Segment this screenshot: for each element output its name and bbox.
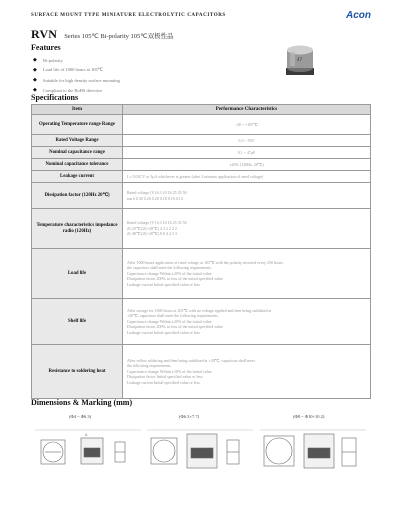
column-header-item: Item (32, 105, 123, 115)
svg-text:47: 47 (297, 57, 303, 62)
dimension-drawing-large (256, 422, 371, 480)
features-list (33, 55, 233, 95)
dimension-drawing-medium (143, 422, 258, 480)
diamond-bullet-icon: ◆ (33, 88, 37, 93)
diamond-bullet-icon: ◆ (33, 78, 37, 83)
specifications-table (31, 104, 371, 399)
column-header-performance: Performance Characteristics (123, 105, 371, 115)
document-heading: SURFACE MOUNT TYPE MINIATURE ELECTROLYTIC CAPACITORS (31, 13, 226, 18)
table-row: Nominal capacitance range 0.1 ~ 47μF (32, 147, 371, 159)
features-heading: Features (31, 43, 61, 52)
specifications-heading: Specifications (31, 93, 79, 102)
capacitor-product-image (284, 42, 316, 76)
table-row: Nominal capacitance tolerance ±20% (120Hz, 20℃) (32, 159, 371, 171)
dimension-drawing-small (31, 422, 146, 480)
series-code: RVN (31, 27, 58, 41)
dimension-label: (Φ6.3×7.7) (179, 414, 200, 419)
diamond-bullet-icon: ◆ (33, 58, 37, 63)
dimension-label: (Φ8 ~ Φ10×10.2) (293, 414, 325, 419)
page-header (31, 10, 371, 24)
feature-item: ◆ Bi-polarity (33, 57, 63, 63)
table-row: Load life After 1000 hours application of rated voltage at 105℃ with the polarity inverted every 250 hours, the capacitors shall meet the following requirements. Capacitance change Within ±20% of the initial value Dissipation factor 200% or less of the initial specified value Leakage current Initial specified value or less (32, 249, 371, 299)
series-title (31, 25, 174, 43)
dimension-drawings (31, 410, 371, 480)
table-row: Operating Temperature range Range -40 ~ +105℃ (32, 115, 371, 135)
brand-logo: Acon (346, 10, 371, 21)
feature-item: ◆ Suitable for high density surface mounting (33, 77, 120, 83)
table-row: Dissipation factor (120Hz 20℃) Rated voltage (V) 6.3 10 16 25 35 50 tan δ 0.30 0.26 0.20 0.18 0.16 0.14 (32, 183, 371, 209)
table-row: Resistance to soldering heat After reflow soldering and then being stabilized at +20℃, capacitors shall meet the following requirements. Capacitance change Within ±10% of the initial value Dissipation factor Initial specified value or less Leakage current Initial specified value or less (32, 345, 371, 399)
table-row: Shelf life After storage for 1000 hours at 105℃ with no voltage applied and then being stabilized at +20℃, capacitors shall meet the following requirements. Capacitance change Within ±20% of the initial value Dissipation factor 200% or less of the initial specified value Leakage current Initial specified value or less (32, 299, 371, 345)
series-description: Series 105℃ Bi-polarity 105℃双极性品 (64, 33, 174, 40)
feature-item: ◆ Compliant to the RoHS directive (33, 87, 103, 93)
svg-text:A: A (85, 433, 88, 437)
diamond-bullet-icon: ◆ (33, 68, 37, 73)
dimension-label: (Φ4 ~ Φ6.3) (69, 414, 92, 419)
dimensions-heading: Dimensions & Marking (mm) (31, 398, 133, 407)
feature-item: ◆ Load life of 1000 hours at 105℃ (33, 67, 103, 73)
table-row: Leakage current I ≤ 0.03CV or 3μA whichever is greater (after 2 minutes application of rated voltage) (32, 171, 371, 183)
table-row: Rated Voltage Range 6.3 ~ 50V (32, 135, 371, 147)
table-row: Temperature characteristics impedance radio (120Hz) Rated voltage (V) 6.3 10 16 25 35 50 Z(-25℃)/Z(+20℃) 4 3 2 2 2 2 Z(-40℃)/Z(+20℃) 8 6 4 4 3 3 (32, 209, 371, 249)
